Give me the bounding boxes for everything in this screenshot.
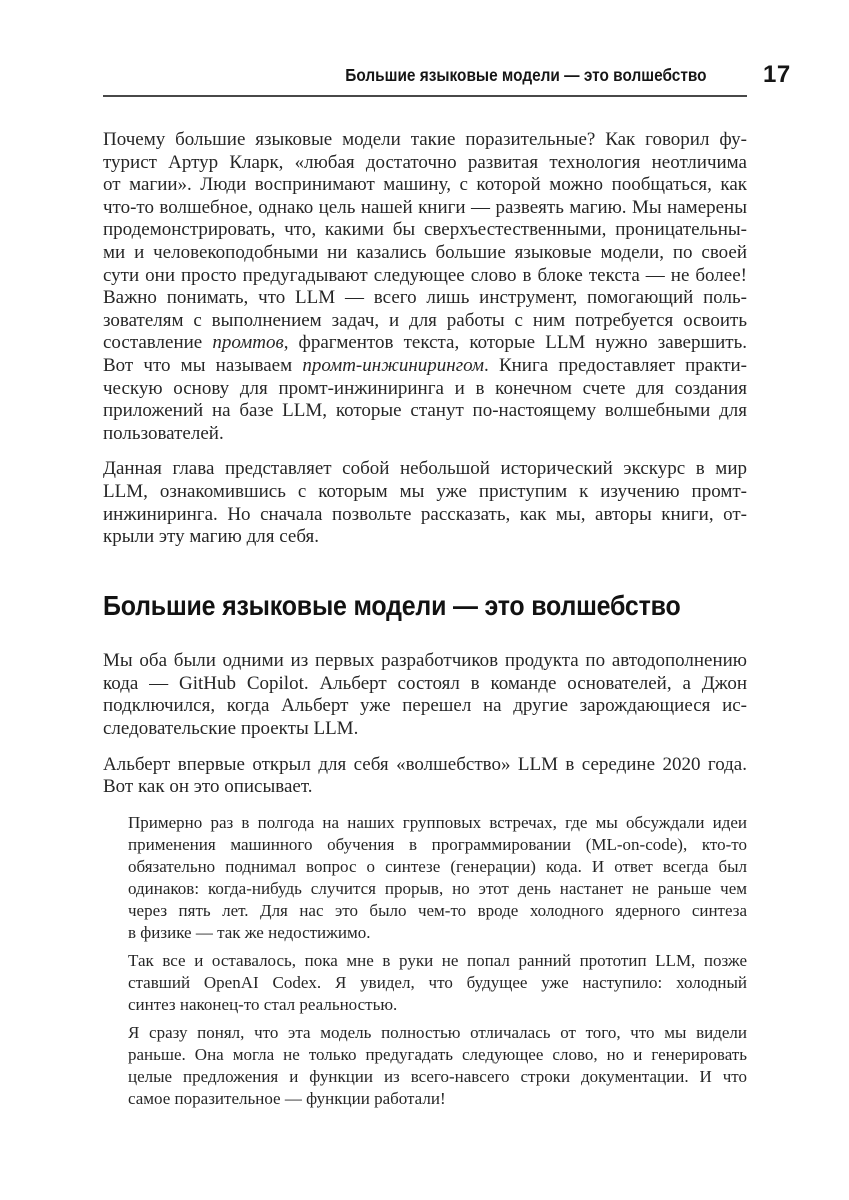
text-line: продемонстрировать, что, какими бы сверхъестественными, проницательны- — [103, 219, 747, 241]
text-line: синтез наконец-то стал реальностью. — [128, 994, 398, 1014]
text-line: применения машинного обучения в программировании (ML-on-code), кто-то — [128, 834, 747, 854]
paragraph-section-2 — [103, 754, 747, 799]
text-line: Важно понимать, что LLM — всего лишь инструмент, помогающий поль- — [103, 287, 747, 309]
text-line: целые предложения и функции из всего-навсего строки документации. И что — [128, 1066, 747, 1086]
text-line: Я сразу понял, что эта модель полностью отличалась от того, что мы видели — [128, 1022, 747, 1042]
quote-paragraph-3 — [128, 1022, 747, 1110]
text-line: составление промтов, фрагментов текста, которые LLM нужно завершить. — [103, 332, 747, 354]
text-line: от магии». Люди воспринимают машину, с которой можно пообщаться, как — [103, 174, 747, 196]
running-header-title: Большие языковые модели — это волшебство — [345, 65, 707, 85]
text-line: ческую основу для промт-инжиниринга и в конечном счете для создания — [103, 377, 747, 399]
text-line: приложений на базе LLM, которые станут по-настоящему волшебными для — [103, 400, 747, 422]
text-line: пользователей. — [103, 422, 224, 444]
text-line: зователям с выполнением задач, и для работы с ним потребуется освоить — [103, 309, 747, 331]
text-line: Вот что мы называем промт-инжинирингом. Книга предоставляет практи- — [103, 354, 747, 376]
text-line: одинаков: когда-нибудь случится прорыв, но этот день настанет не раньше чем — [128, 878, 747, 898]
text-line: LLM, ознакомившись с которым мы уже приступим к изучению промт- — [103, 480, 747, 502]
text-line: подключился, когда Альберт уже перешел на другие зарождающиеся ис- — [103, 695, 747, 717]
page-content — [103, 0, 791, 1116]
quote-paragraph-1 — [128, 812, 747, 944]
text-line: турист Артур Кларк, «любая достаточно развитая технология неотличима — [103, 151, 747, 173]
text-line: обязательно поднимал вопрос о синтезе (генерации) кода. И ответ всегда был — [128, 856, 747, 876]
header-rule — [103, 95, 747, 97]
paragraph-intro-2 — [103, 458, 747, 548]
text-line: Мы оба были одними из первых разработчиков продукта по автодополнению — [103, 650, 747, 672]
quote-paragraph-2 — [128, 950, 747, 1016]
text-line: самое поразительное — функции работали! — [128, 1088, 446, 1108]
section-heading — [103, 589, 747, 623]
text-line: ставший OpenAI Codex. Я увидел, что будущее уже наступило: холодный — [128, 972, 747, 992]
text-line: через пять лет. Для нас это было чем-то вроде холодного ядерного синтеза — [128, 900, 747, 920]
text-line: Почему большие языковые модели такие поразительные? Как говорил фу- — [103, 129, 747, 150]
text-line: Вот как он это описывает. — [103, 776, 313, 798]
paragraph-section-1 — [103, 650, 747, 740]
page-number: 17 — [763, 61, 791, 88]
text-line: Так все и оставалось, пока мне в руки не попал ранний прототип LLM, позже — [128, 950, 747, 970]
text-line: раньше. Она могла не только предугадать следующее слово, но и генерировать — [128, 1044, 747, 1064]
text-line: крыли эту магию для себя. — [103, 526, 320, 548]
running-header — [103, 61, 791, 88]
text-line: сути они просто предугадывают следующее слово в блоке текста — не более! — [103, 264, 747, 286]
paragraph-intro-1 — [103, 129, 747, 445]
text-line: инжиниринга. Но сначала позвольте рассказать, как мы, авторы книги, от- — [103, 503, 747, 525]
text-line: что-то волшебное, однако цель нашей книги — развеять магию. Мы намерены — [103, 196, 747, 218]
text-line: Примерно раз в полгода на наших групповых встречах, где мы обсуждали идеи — [128, 812, 747, 832]
text-line: следовательские проекты LLM. — [103, 718, 359, 740]
section-heading-text: Большие языковые модели — это волшебство — [103, 589, 681, 621]
text-line: в физике — так же недостижимо. — [128, 922, 371, 942]
text-line: кода — GitHub Copilot. Альберт состоял в команде основателей, а Джон — [103, 672, 747, 694]
text-line: Альберт впервые открыл для себя «волшебство» LLM в середине 2020 года. — [103, 753, 747, 775]
text-line: Данная глава представляет собой небольшой исторический экскурс в мир — [103, 458, 747, 480]
text-line: ми и человекоподобными ни казались большие языковые модели, по своей — [103, 241, 747, 263]
